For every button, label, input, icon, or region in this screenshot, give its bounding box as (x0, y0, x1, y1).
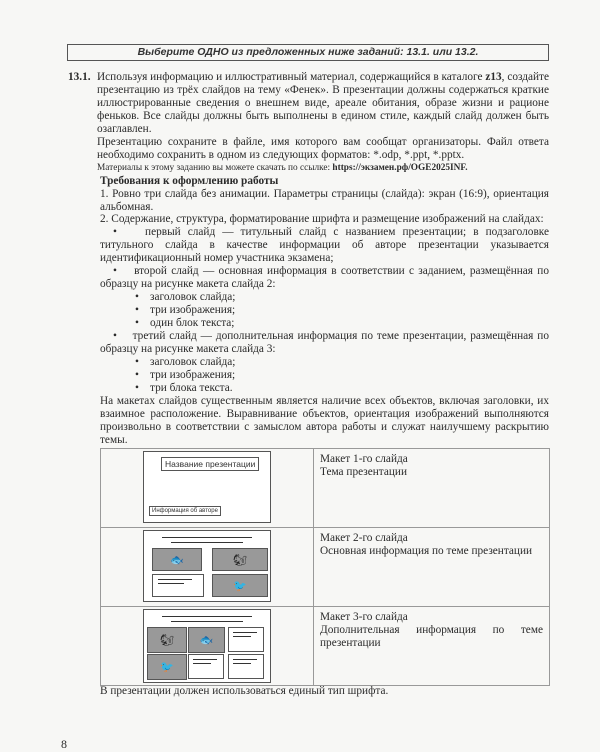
slide1-text: первый слайд — титульный слайд с названием презентации; в подзаголовке титульного слайда в качестве информации об авторе презентации указывается идентификационный номер участника экзамена; (100, 226, 549, 265)
layout-desc: Дополнительная информация по теме презентации (320, 624, 543, 649)
slide3-requirement: • третий слайд — дополнительная информация по теме презентации, размещённая по образцу на рисунке макета слайда 3: (100, 330, 549, 356)
task-intro (68, 71, 549, 136)
table-row (101, 607, 550, 686)
layout-1-picture (101, 449, 314, 528)
layout-desc: Тема презентации (320, 466, 407, 478)
slide2-requirement: • второй слайд — основная информация в соответствии с заданием, размещённая по образцу на рисунке макета слайда 2: (100, 265, 549, 291)
list-item: • три блока текста. (68, 382, 549, 395)
list-item: • один блок текста; (68, 317, 549, 330)
layouts-table (100, 448, 550, 686)
layout-title: Макет 2-го слайда (320, 532, 408, 544)
task-choice-header: Выберите ОДНО из предложенных ниже заданий: 13.1. или 13.2. (67, 44, 549, 61)
slide-1-mockup (143, 451, 271, 523)
slide1-requirement: • первый слайд — титульный слайд с названием презентации; в подзаголовке титульного слайда в качестве информации об авторе презентации указывается идентификационный номер участника экзамена; (100, 226, 549, 265)
slide3-text: третий слайд — дополнительная информация по теме презентации, размещённая по образцу на рисунке макета слайда 3: (100, 330, 549, 356)
intro-text-2: , создайте презентацию из трёх слайдов на тему «Фенек». В презентации должны содержаться краткие иллюстрированные сведения о внешнем виде, ареале обитания, образе жизни и рационе феньков. Все слайды должны быть выполнены в едином стиле, каждый слайд должен быть озаглавлен. (97, 71, 549, 135)
fish-icon: 🐟 (170, 554, 184, 566)
materials-link[interactable]: https://экзамен.рф/OGE2025INF. (332, 162, 468, 173)
bird-icon: 🐦 (160, 661, 174, 674)
title-line (171, 542, 243, 543)
list-item: • заголовок слайда; (68, 356, 549, 369)
title-box: Название презентации (161, 457, 259, 471)
intro-text: Используя информацию и иллюстративный материал, содержащийся в каталоге (97, 71, 486, 83)
materials-line (68, 162, 549, 175)
requirement-1: 1. Ровно три слайда без анимации. Параметры страницы (слайда): экран (16:9), ориентация альбомная. (100, 187, 549, 213)
fish-icon: 🐟 (199, 634, 214, 647)
title-line (171, 621, 243, 622)
save-instructions: Презентацию сохраните в файле, имя которого вам сообщат организаторы. Файл ответа необходимо сохранить в одном из следующих форматов: *.odp, *.ppt, *.pptx. (97, 135, 549, 161)
text-block (188, 654, 224, 679)
table-row (101, 528, 550, 607)
squirrel-image (212, 548, 268, 571)
title-line (162, 616, 252, 617)
layout-desc: Основная информация по теме презентации (320, 545, 533, 557)
squirrel-icon: 🐿 (160, 634, 174, 647)
task-body (68, 71, 549, 447)
layout-3-picture (101, 607, 314, 686)
layout-1-description (314, 449, 550, 528)
fish-image (188, 627, 225, 653)
text-block (152, 574, 204, 597)
font-requirement: В презентации должен использоваться единый тип шрифта. (100, 685, 389, 697)
bird-image (147, 654, 187, 680)
list-item: • три изображения; (68, 304, 549, 317)
layout-note: На макетах слайдов существенным является наличие всех объектов, включая заголовки, их взаимное расположение. Выравнивание объектов, ориентация изображений выполняются произвольно в соответствии с замыслом автора работы и служат наилучшему раскрытию темы. (100, 394, 549, 446)
layout-3-description (314, 607, 550, 686)
requirement-2: 2. Содержание, структура, форматирование шрифта и размещение изображений на слайдах: (100, 213, 544, 226)
bird-icon: 🐦 (233, 580, 247, 592)
text-block (228, 627, 264, 652)
layout-title: Макет 1-го слайда (320, 453, 408, 465)
title-line (162, 537, 252, 538)
slide-2-mockup (143, 530, 271, 602)
squirrel-image (147, 627, 187, 653)
author-box: Информация об авторе (149, 506, 221, 516)
table-row (101, 449, 550, 528)
layout-2-picture (101, 528, 314, 607)
list-item: • три изображения; (68, 369, 549, 382)
requirements-title: Требования к оформлению работы (100, 174, 279, 187)
bird-image (212, 574, 268, 597)
task-number: 13.1. (68, 71, 91, 83)
squirrel-icon: 🐿 (233, 554, 247, 566)
catalog-name: z13 (485, 71, 502, 83)
page-number: 8 (61, 737, 67, 751)
slide-3-mockup (143, 609, 271, 683)
slide2-text: второй слайд — основная информация в соответствии с заданием, размещённая по образцу на рисунке макета слайда 2: (100, 265, 549, 291)
layout-2-description (314, 528, 550, 607)
layout-title: Макет 3-го слайда (320, 611, 408, 623)
fish-image (152, 548, 202, 571)
list-item: • заголовок слайда; (68, 291, 549, 304)
text-block (228, 654, 264, 679)
materials-text: Материалы к этому заданию вы можете скачать по ссылке: (97, 162, 333, 173)
